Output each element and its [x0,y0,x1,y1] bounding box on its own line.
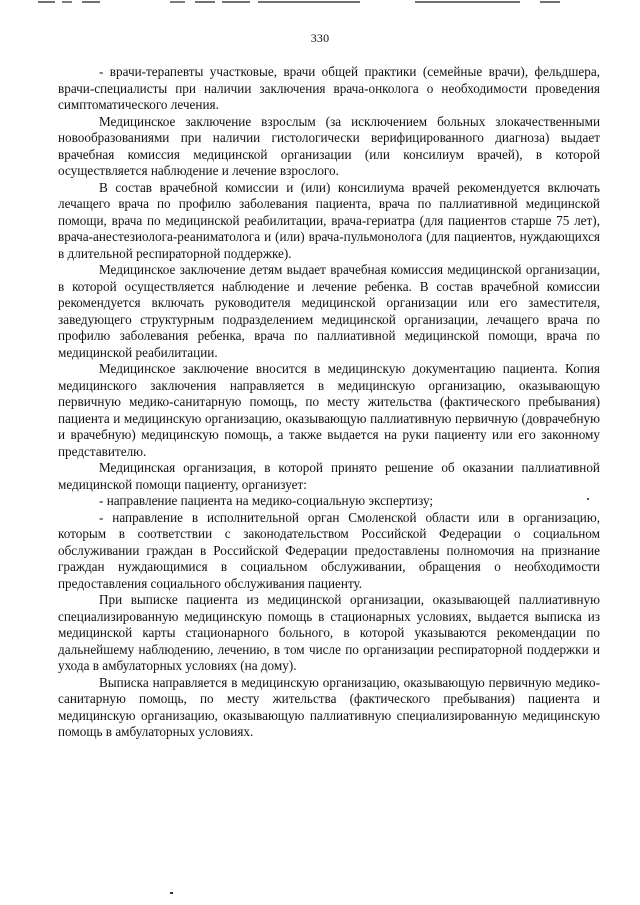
paragraph: В состав врачебной комиссии и (или) консилиума врачей рекомендуется включать лечащего врача по профилю заболевания пациента, врача по паллиативной медицинской помощи, врача по медицинской реабилитации, врача-гериатра (для пациентов старше 75 лет), врача-анестезиолога-реаниматолога и (или) врача-пульмонолога (для пациентов, нуждающихся в длительной респираторной поддержке). [58,179,600,261]
paragraph-list-item: - направление в исполнительной орган Смоленской области или в организацию, которым в соответствии с законодательством Российской Федерации о социальном обслуживании граждан в Российской Федерации предоставлены полномочия на признание граждан нуждающимися в социальном обслуживании, обращения о необходимости предоставления социального обслуживания пациенту. [58,509,600,591]
scan-speck [587,498,589,500]
paragraph: Выписка направляется в медицинскую организацию, оказывающую первичную медико-санитарную помощь, по месту жительства (фактического пребывания) пациента и медицинскую организацию, оказывающую паллиативную специализированную медицинскую помощь в амбулаторных условиях. [58,674,600,739]
paragraph: Медицинское заключение вносится в медицинскую документацию пациента. Копия медицинского заключения направляется в медицинскую организацию, оказывающую первичную медико-санитарную помощь, по месту жительства (фактического пребывания) пациента и медицинскую организацию, оказывающую паллиативную первичную (доврачебную и врачебную) медицинскую помощь, а также выдается на руки пациенту или его законному представителю. [58,361,600,459]
paragraph: Медицинское заключение взрослым (за исключением больных злокачественными новообразованиями при наличии гистологически верифицированного диагноза) выдает врачебная комиссия медицинской организации (или консилиум врачей), в которой осуществляется наблюдение и лечение взрослого. [58,113,600,178]
scan-speck [170,892,173,894]
scan-edge-marks [0,0,640,6]
page-number: 330 [310,31,330,45]
paragraph: При выписке пациента из медицинской организации, оказывающей паллиативную специализированную медицинскую помощь в стационарных условиях, выдается выписка из медицинской карты стационарного больного, в которой указываются рекомендации по дальнейшему наблюдению, лечению, в том числе по организации респираторной поддержки и ухода в амбулаторных условиях (на дому). [58,592,600,673]
paragraph-list-item: - направление пациента на медико-социальную экспертизу; [99,493,434,508]
body-text [58,64,600,741]
paragraph: Медицинская организация, в которой принято решение об оказании паллиативной медицинской помощи пациенту, организует: [58,460,600,492]
paragraph-list-item: - врачи-терапевты участковые, врачи общей практики (семейные врачи), фельдшера, врачи-специалисты при наличии заключения врача-онколога о необходимости проведения симптоматического лечения. [58,64,600,112]
paragraph: Медицинское заключение детям выдает врачебная комиссия медицинской организации, в которой осуществляется наблюдение и лечение ребенка. В состав врачебной комиссии рекомендуется включать руководителя медицинской организации или его заместителя, заведующего структурным подразделением медицинской организации, лечащего врача по профилю заболевания ребенка, врача по паллиативной медицинской помощи, врача по медицинской реабилитации. [58,262,600,360]
